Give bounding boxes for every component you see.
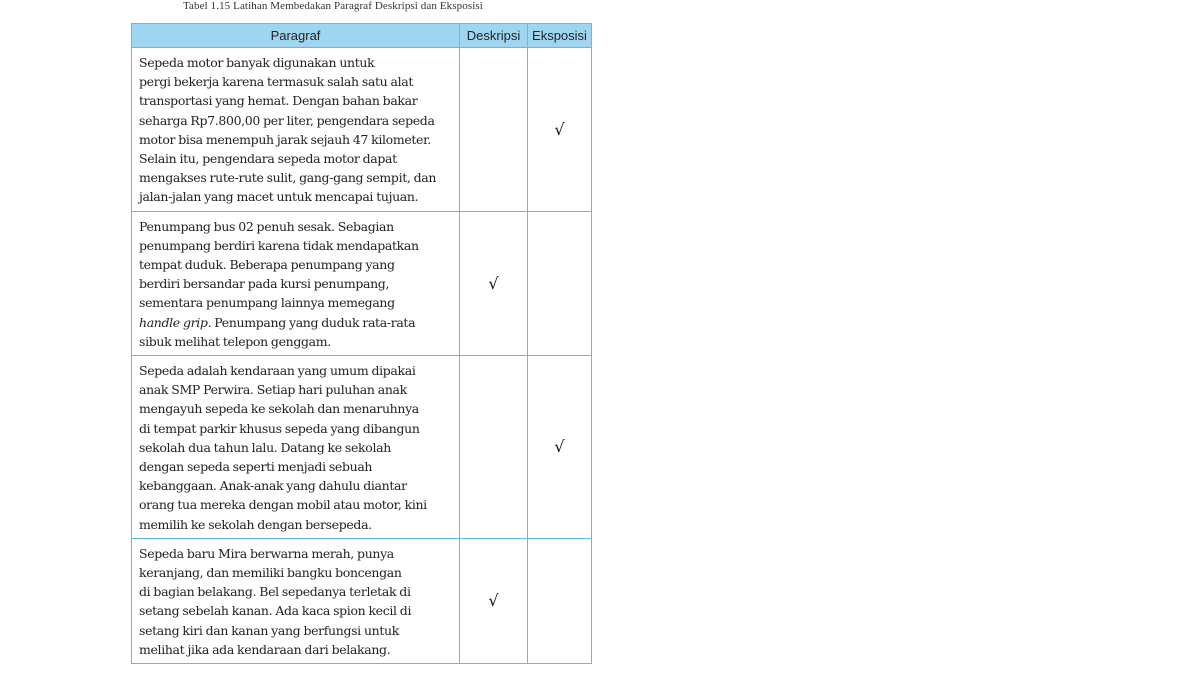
paragraph-line: [139, 313, 453, 332]
table-caption: Tabel 1.15 Latihan Membedakan Paragraf Deskripsi dan Eksposisi: [183, 0, 483, 12]
paragraph-line: setang sebelah kanan. Ada kaca spion kecil di: [139, 603, 412, 619]
table-row: [132, 538, 592, 663]
paragraph-line: kebanggaan. Anak-anak yang dahulu diantar: [139, 478, 407, 494]
exercise-table: [131, 23, 592, 664]
paragraph-line: tempat duduk. Beberapa penumpang yang: [139, 257, 395, 273]
paragraph-line: transportasi yang hemat. Dengan bahan bakar: [139, 93, 418, 109]
paragraph-line: Sepeda adalah kendaraan yang umum dipakai: [139, 363, 416, 379]
deskripsi-cell: [460, 48, 528, 212]
paragraph-line: Sepeda baru Mira berwarna merah, punya: [139, 545, 394, 561]
paragraph-line: penumpang berdiri karena tidak mendapatkan: [139, 237, 419, 253]
header-eksposisi: Eksposisi: [528, 24, 592, 48]
paragraph-line: dengan sepeda seperti menjadi sebuah: [139, 459, 373, 475]
table-header-row: [132, 24, 592, 48]
paragraph-line: Penumpang bus 02 penuh sesak. Sebagian: [139, 218, 394, 234]
header-deskripsi: Deskripsi: [460, 24, 528, 48]
eksposisi-check-cell: √: [528, 356, 592, 539]
paragraph-line: berdiri bersandar pada kursi penumpang,: [139, 276, 390, 292]
paragraph-line: setang kiri dan kanan yang berfungsi untuk: [139, 622, 399, 638]
paragraph-line: Selain itu, pengendara sepeda motor dapat: [139, 151, 397, 167]
paragraph-line: jalan-jalan yang macet untuk mencapai tujuan.: [139, 189, 419, 205]
paragraph-line: sementara penumpang lainnya memegang: [139, 295, 395, 311]
paragraph-cell: [132, 211, 460, 355]
deskripsi-check-cell: √: [460, 538, 528, 663]
deskripsi-cell: [460, 356, 528, 539]
paragraph-line: di bagian belakang. Bel sepedanya terletak di: [139, 584, 411, 600]
paragraph-line-rest: . Penumpang yang duduk rata-rata: [207, 314, 416, 330]
paragraph-line: sibuk melihat telepon genggam.: [139, 333, 331, 349]
paragraph-line: anak SMP Perwira. Setiap hari puluhan anak: [139, 382, 407, 398]
deskripsi-check-cell: √: [460, 211, 528, 355]
paragraph-line: mengakses rute-rute sulit, gang-gang sempit, dan: [139, 170, 437, 186]
paragraph-cell: [132, 538, 460, 663]
header-paragraf: Paragraf: [132, 24, 460, 48]
eksposisi-check-cell: √: [528, 48, 592, 212]
eksposisi-cell: [528, 538, 592, 663]
paragraph-line: motor bisa menempuh jarak sejauh 47 kilometer.: [139, 131, 431, 147]
paragraph-line: melihat jika ada kendaraan dari belakang.: [139, 641, 391, 657]
paragraph-line: seharga Rp7.800,00 per liter, pengendara sepeda: [139, 112, 435, 128]
paragraph-line: Sepeda motor banyak digunakan untuk: [139, 55, 375, 70]
table-row: [132, 356, 592, 539]
paragraph-line: di tempat parkir khusus sepeda yang dibangun: [139, 420, 420, 436]
table-row: [132, 211, 592, 355]
paragraph-cell: [132, 48, 460, 212]
italic-term: handle grip: [139, 314, 208, 330]
paragraph-line: mengayuh sepeda ke sekolah dan menaruhnya: [139, 401, 419, 417]
paragraph-line: orang tua mereka dengan mobil atau motor, kini: [139, 497, 427, 513]
paragraph-line: memilih ke sekolah dengan bersepeda.: [139, 516, 372, 532]
paragraph-cell: [132, 356, 460, 539]
eksposisi-cell: [528, 211, 592, 355]
paragraph-line: keranjang, dan memiliki bangku boncengan: [139, 565, 402, 581]
table-row: [132, 48, 592, 212]
paragraph-line: pergi bekerja karena termasuk salah satu alat: [139, 74, 414, 90]
paragraph-line: sekolah dua tahun lalu. Datang ke sekolah: [139, 439, 391, 455]
